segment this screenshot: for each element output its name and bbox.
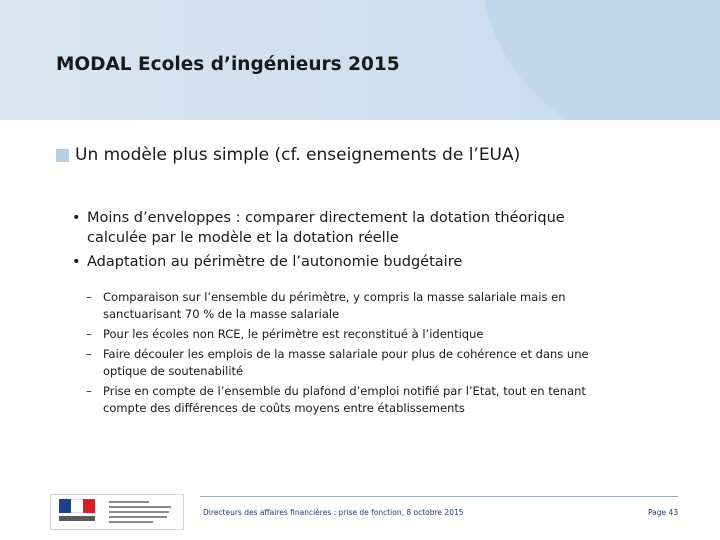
sub-bullet-text [103, 383, 586, 417]
bullet-text [87, 208, 565, 248]
sub-bullet-item [86, 289, 686, 323]
sub-bullet-text [103, 289, 566, 323]
sub-bullet-text [103, 346, 589, 380]
slide-title: MODAL Ecoles d’ingénieurs 2015 [56, 54, 400, 75]
dash-icon: – [86, 347, 92, 361]
bullet-line: calculée par le modèle et la dotation réelle [87, 230, 399, 246]
sub-bullet-line: Faire découler les emplois de la masse salariale pour plus de cohérence et dans une [103, 347, 589, 361]
sub-bullet-line: sanctuarisant 70 % de la masse salariale [103, 307, 340, 321]
bullet-list [72, 208, 672, 276]
sub-bullet-line: compte des différences de coûts moyens entre établissements [103, 401, 465, 415]
sub-bullet-text [103, 326, 483, 343]
sub-bullet-line: optique de soutenabilité [103, 364, 244, 378]
page-number: Page 43 [648, 508, 679, 517]
sub-bullet-line: Comparaison sur l’ensemble du périmètre, y compris la masse salariale mais en [103, 290, 566, 304]
bullet-item [72, 252, 672, 272]
section-heading [56, 145, 520, 165]
motto-bar [59, 516, 95, 521]
bullet-dot-icon: • [72, 210, 81, 226]
bullet-dot-icon: • [72, 254, 81, 270]
square-bullet-icon [56, 149, 69, 162]
bullet-line: Moins d’enveloppes : comparer directement la dotation théorique [87, 210, 565, 226]
republique-francaise-logo-icon [55, 499, 99, 525]
dash-icon: – [86, 290, 92, 304]
footer-divider [200, 496, 678, 497]
header-decoration [480, 0, 720, 120]
sub-bullet-item [86, 326, 686, 343]
section-heading-text: Un modèle plus simple (cf. enseignements de l’EUA) [75, 145, 521, 165]
dash-icon: – [86, 327, 92, 341]
french-flag-icon [59, 499, 95, 513]
sub-bullet-list [86, 289, 686, 420]
logo-text-block [109, 501, 171, 523]
sub-bullet-line: Prise en compte de l’ensemble du plafond d’emploi notifié par l’Etat, tout en tenant [103, 384, 586, 398]
bullet-item [72, 208, 672, 248]
sub-bullet-item [86, 346, 686, 380]
bullet-line: Adaptation au périmètre de l’autonomie budgétaire [87, 254, 463, 270]
dash-icon: – [86, 384, 92, 398]
sub-bullet-line: Pour les écoles non RCE, le périmètre est reconstitué à l’identique [103, 327, 484, 341]
footer-text: Directeurs des affaires financières : prise de fonction, 8 octobre 2015 [203, 508, 464, 517]
bullet-text [87, 252, 462, 272]
sub-bullet-item [86, 383, 686, 417]
ministry-logo [50, 494, 184, 530]
